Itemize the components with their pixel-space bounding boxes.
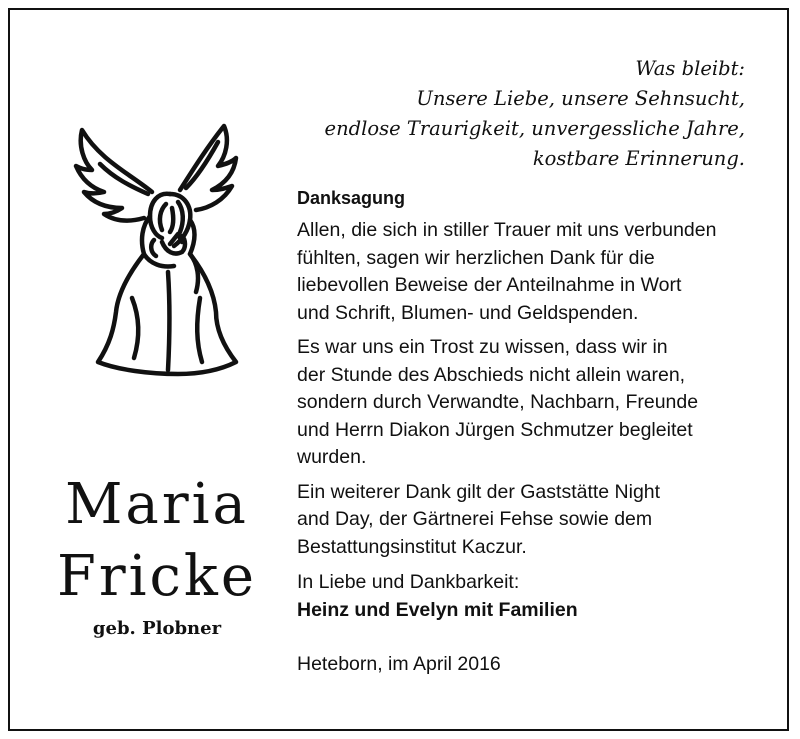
poem-line: Was bleibt:	[635, 57, 745, 80]
thanks-paragraph	[297, 217, 777, 327]
paragraph-line: liebevollen Beweise der Anteilnahme in Wort	[297, 274, 682, 296]
thanks-paragraph	[297, 334, 777, 472]
angel-figure-icon	[70, 122, 250, 392]
paragraph-line: Allen, die sich in stiller Trauer mit uns verbunden	[297, 219, 717, 241]
poem-line: Unsere Liebe, unsere Sehnsucht,	[416, 87, 745, 110]
obituary-frame	[8, 8, 789, 731]
thanks-section	[297, 184, 777, 679]
signers-line: Heinz und Evelyn mit Familien	[297, 598, 578, 621]
paragraph-line: Es war uns ein Trost zu wissen, dass wir in	[297, 336, 668, 358]
thanks-heading: Danksagung	[297, 188, 406, 208]
paragraph-line: der Stunde des Abschieds nicht allein waren,	[297, 363, 686, 386]
closing-block	[297, 569, 777, 624]
memorial-poem	[325, 54, 745, 174]
paragraph-line: Ein weiterer Dank gilt der Gaststätte Night	[297, 480, 661, 503]
paragraph-line: Bestattungsinstitut Kaczur.	[297, 535, 527, 558]
deceased-birth-name: geb. Plobner	[92, 618, 222, 639]
place-date: Heteborn, im April 2016	[297, 653, 501, 675]
paragraph-line: and Day, der Gärtnerei Fehse sowie dem	[297, 508, 653, 530]
paragraph-line: wurden.	[297, 446, 367, 468]
poem-line: kostbare Erinnerung.	[532, 147, 745, 170]
closing-line: In Liebe und Dankbarkeit:	[297, 571, 520, 593]
deceased-last-name: Fricke	[57, 544, 257, 609]
paragraph-line: und Herrn Diakon Jürgen Schmutzer begleitet	[297, 418, 693, 441]
paragraph-line: und Schrift, Blumen- und Geldspenden.	[297, 301, 639, 324]
paragraph-line: sondern durch Verwandte, Nachbarn, Freunde	[297, 391, 699, 413]
poem-line: endlose Traurigkeit, unvergessliche Jahre,	[324, 117, 745, 140]
thanks-paragraph	[297, 479, 777, 562]
paragraph-line: fühlten, sagen wir herzlichen Dank für die	[297, 246, 655, 269]
deceased-first-name: Maria	[65, 472, 249, 537]
